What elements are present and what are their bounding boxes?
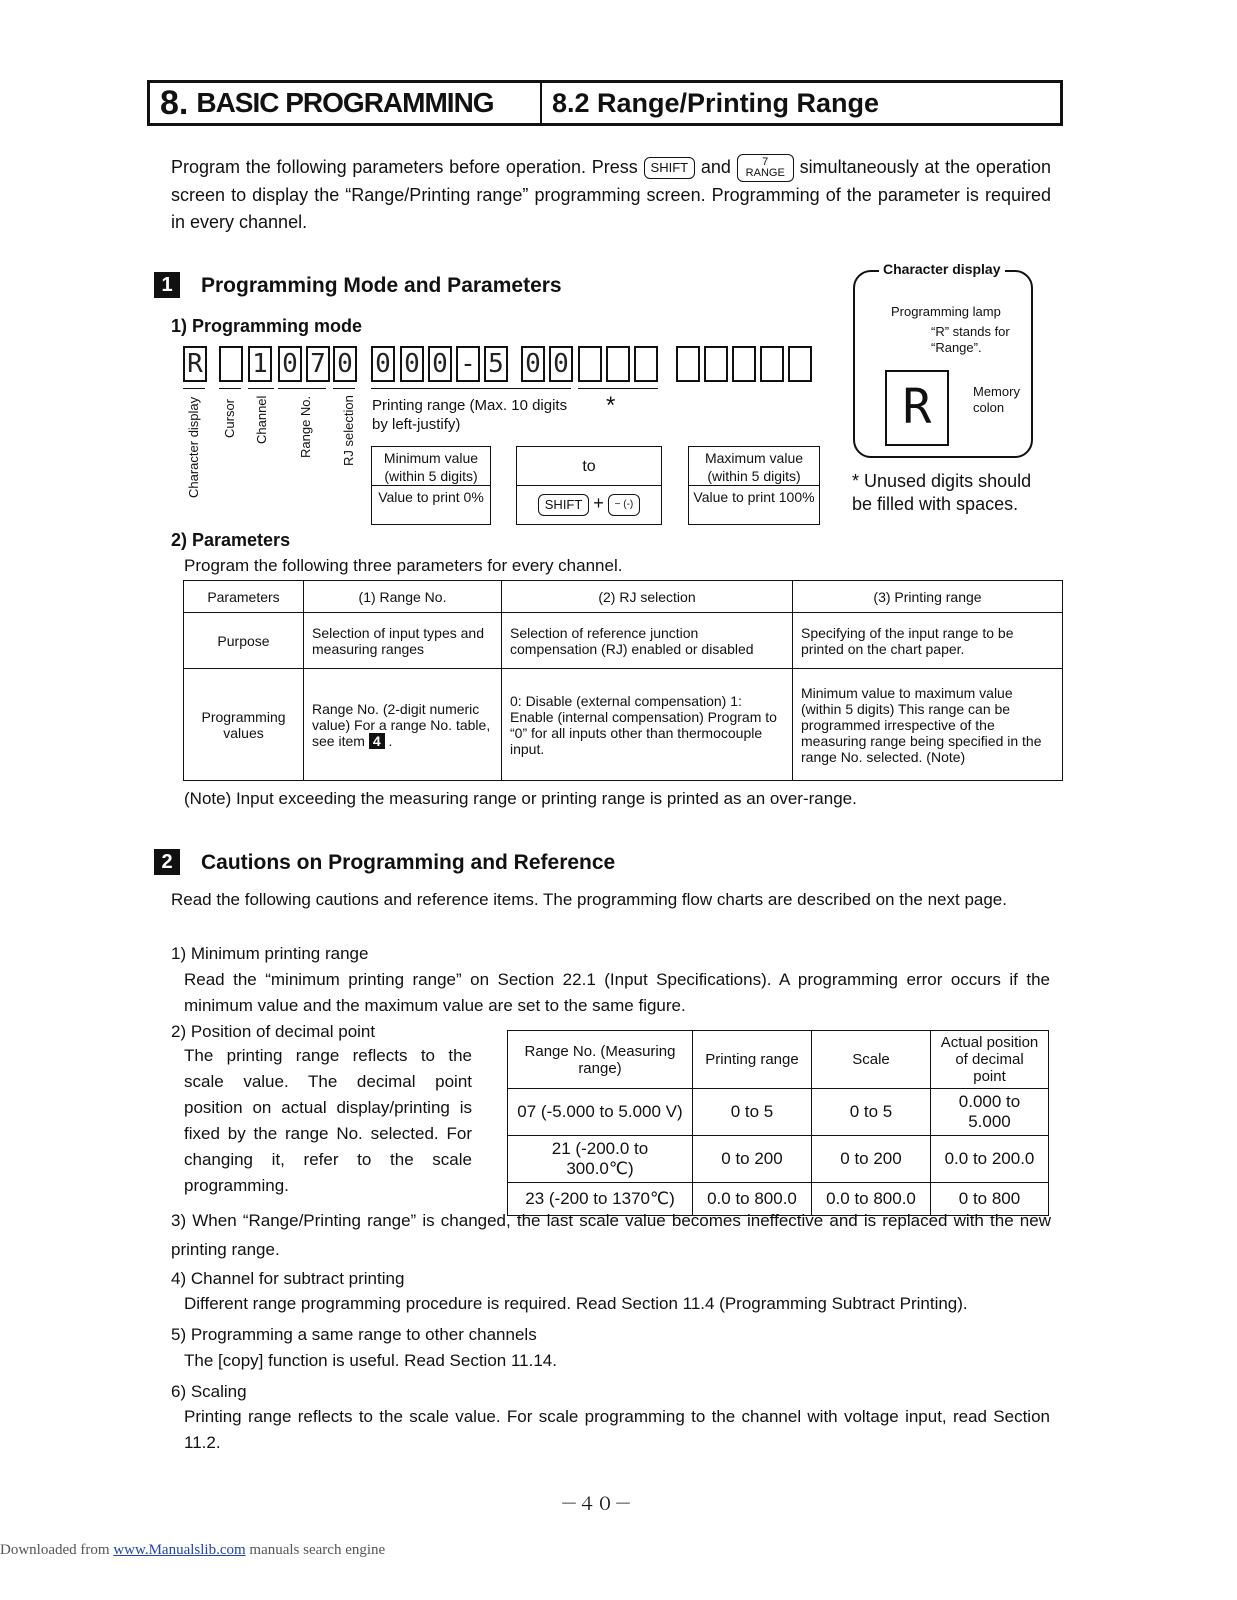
table-header: Actual position of decimal point — [931, 1031, 1049, 1089]
asterisk-mark: * — [606, 392, 616, 419]
item-4-body: Different range programming procedure is required. Read Section 11.4 (Programming Subtract Printing). — [184, 1294, 968, 1313]
label-range-no: Range No. — [298, 395, 313, 458]
table-header: (3) Printing range — [793, 581, 1063, 613]
item-2-title: 2) Position of decimal point — [171, 1022, 376, 1041]
table-header: Range No. (Measuring range) — [508, 1031, 693, 1089]
table-cell: Selection of input types and measuring ranges — [304, 613, 502, 669]
display-digit — [578, 346, 602, 382]
section-2-number: 2 — [154, 849, 180, 875]
table-cell: Purpose — [184, 613, 304, 669]
decimal-dot: . — [504, 352, 511, 377]
table-row — [508, 1089, 1049, 1136]
table-cell: 0 to 5 — [693, 1089, 812, 1136]
section-1-number: 1 — [154, 272, 180, 298]
display-digit: R — [183, 346, 207, 382]
max-print-box: Value to print 100% — [688, 485, 820, 525]
r-stands-label: “R” stands for “Range”. — [931, 324, 1010, 355]
chapter-number: 8. — [160, 83, 189, 122]
char-display-sample: R — [885, 370, 949, 446]
intro-text-2: simultaneously at the operation screen to display the “Range/Printing range” programming screen. Programming of the parameter is required in every channel. — [171, 157, 1051, 233]
underline-unused — [578, 388, 658, 389]
table-cell: 0.0 to 800.0 — [812, 1183, 931, 1216]
table-row — [508, 1136, 1049, 1183]
plus-sign: + — [593, 493, 604, 513]
display-digit: 5 — [484, 346, 508, 382]
table-cell: 07 (-5.000 to 5.000 V) — [508, 1089, 693, 1136]
char-box-title: Character display — [879, 261, 1005, 277]
range-key — [737, 154, 794, 182]
label-cursor: Cursor — [222, 398, 237, 438]
display-digit — [704, 346, 728, 382]
table-row — [508, 1031, 1049, 1089]
printing-range-label: Printing range (Max. 10 digits by left-justify) — [372, 397, 568, 433]
programming-mode-heading: 1) Programming mode — [171, 316, 363, 336]
display-digit: 0 — [371, 346, 395, 382]
table-cell: 0: Disable (external compensation) 1: Enable (internal compensation) Program to “0” for all inputs other than thermocouple input. — [502, 669, 793, 781]
item-6-body: Printing range reflects to the scale value. For scale programming to the channel with voltage input, read Section 11.2. — [184, 1407, 1050, 1452]
section-1-title: Programming Mode and Parameters — [201, 274, 562, 297]
table-cell: 0.000 to 5.000 — [931, 1089, 1049, 1136]
item-1-title: 1) Minimum printing range — [171, 944, 369, 963]
item-5-body: The [copy] function is useful. Read Section 11.14. — [184, 1351, 557, 1370]
unused-digits-note: * Unused digits should be filled with spaces. — [852, 471, 1032, 514]
intro-paragraph — [171, 154, 1051, 236]
table-cell: 21 (-200.0 to 300.0℃) — [508, 1136, 693, 1183]
range-key-number: 7 — [762, 156, 769, 169]
min-value-box: Minimum value (within 5 digits) — [371, 446, 491, 486]
item-6-title: 6) Scaling — [171, 1382, 247, 1401]
intro-and: and — [700, 157, 731, 177]
table-cell: Minimum value to maximum value (within 5 digits) This range can be programmed irrespective of the measuring range being specified in the range No. selected. (Note) — [793, 669, 1063, 781]
chapter-title — [150, 83, 542, 123]
display-digit — [732, 346, 756, 382]
intro-text-1: Program the following parameters before operation. Press — [171, 157, 638, 177]
chapter-name: BASIC PROGRAMMING — [196, 87, 494, 118]
table-header: (2) RJ selection — [502, 581, 793, 613]
table-header: Parameters — [184, 581, 304, 613]
item-5-title: 5) Programming a same range to other channels — [171, 1325, 537, 1344]
page-number: －４０－ — [560, 1494, 632, 1515]
character-display-box — [853, 261, 1033, 458]
table-cell: 0 to 5 — [812, 1089, 931, 1136]
section-2-intro: Read the following cautions and reference items. The programming flow charts are described on the next page. — [171, 890, 1007, 909]
underline-range — [278, 388, 326, 389]
range-key-label: RANGE — [745, 167, 785, 180]
table-cell: 0 to 200 — [812, 1136, 931, 1183]
table-header: Scale — [812, 1031, 931, 1089]
table-cell: Specifying of the input range to be printed on the chart paper. — [793, 613, 1063, 669]
item-ref-badge: 4 — [369, 733, 385, 749]
table-cell: 0.0 to 800.0 — [693, 1183, 812, 1216]
page-header — [147, 80, 1063, 126]
footer-tail: manuals search engine — [249, 1542, 386, 1558]
display-digit — [634, 346, 658, 382]
min-print-box: Value to print 0% — [371, 485, 491, 525]
programming-lamp-label: Programming lamp — [891, 304, 1001, 319]
download-footer — [0, 1542, 385, 1559]
key-combo-box — [516, 485, 662, 525]
parameters-table — [183, 580, 1063, 781]
display-digit — [788, 346, 812, 382]
item-4-title: 4) Channel for subtract printing — [171, 1269, 405, 1288]
decimal-point-table — [507, 1030, 1049, 1216]
label-channel: Channel — [254, 395, 269, 444]
label-rj-selection: RJ selection — [341, 395, 356, 466]
section-title: 8.2 Range/Printing Range — [552, 87, 880, 118]
display-digit — [219, 346, 243, 382]
underline-cursor — [219, 388, 241, 389]
shift-key-2: SHIFT — [538, 494, 590, 516]
display-digit: 0 — [549, 346, 573, 382]
table-row — [184, 581, 1063, 613]
table-cell: Programming values — [184, 669, 304, 781]
display-digit: 7 — [306, 346, 330, 382]
item-1-body: Read the “minimum printing range” on Section 22.1 (Input Specifications). A programming error occurs if the minimum value and the maximum value are set to the same figure. — [184, 970, 1050, 1015]
max-value-box: Maximum value (within 5 digits) — [688, 446, 820, 486]
table-row — [184, 669, 1063, 781]
label-character-display: Character display — [186, 396, 201, 498]
underline-char — [183, 388, 205, 389]
memory-colon-label: Memory colon — [973, 384, 1020, 415]
item-2-body: The printing range reflects to the scale value. The decimal point position on actual display/printing is fixed by the range No. selected. For changing it, refer to the scale programming. — [184, 1046, 472, 1195]
display-digit: 1 — [248, 346, 272, 382]
table-cell: Selection of reference junction compensation (RJ) enabled or disabled — [502, 613, 793, 669]
display-digit: 0 — [428, 346, 452, 382]
section-2-title: Cautions on Programming and Reference — [201, 851, 616, 874]
display-digit — [760, 346, 784, 382]
over-range-note: (Note) Input exceeding the measuring range or printing range is printed as an over-range. — [184, 789, 857, 808]
underline-printing — [371, 388, 571, 389]
parameters-heading: 2) Parameters — [171, 530, 291, 550]
table-cell: 23 (-200 to 1370℃) — [508, 1183, 693, 1216]
display-digit — [676, 346, 700, 382]
table-row — [184, 613, 1063, 669]
display-digit — [606, 346, 630, 382]
table-cell: 0 to 800 — [931, 1183, 1049, 1216]
display-digit: 0 — [400, 346, 424, 382]
underline-rj — [333, 388, 355, 389]
to-box: to — [516, 446, 662, 486]
table-cell: 0.0 to 200.0 — [931, 1136, 1049, 1183]
underline-channel — [248, 388, 274, 389]
display-digit: 0 — [333, 346, 357, 382]
item-3: 3) When “Range/Printing range” is changed, the last scale value becomes ineffective and is replaced with the new printing range. — [171, 1211, 1051, 1259]
table-cell: Range No. (2-digit numeric value) For a range No. table, see item 4 . — [304, 669, 502, 781]
table-header: (1) Range No. — [304, 581, 502, 613]
manualslib-link[interactable]: www.Manualslib.com — [113, 1542, 246, 1558]
display-digit: 0 — [521, 346, 545, 382]
display-digit: - — [456, 346, 480, 382]
footer-prefix: Downloaded from — [0, 1542, 110, 1558]
parameters-intro: Program the following three parameters for every channel. — [184, 556, 623, 575]
range-no-values: Range No. (2-digit numeric value) For a range No. table, see item — [312, 700, 491, 749]
table-header: Printing range — [693, 1031, 812, 1089]
display-digit: 0 — [278, 346, 302, 382]
table-cell: 0 to 200 — [693, 1136, 812, 1183]
shift-key: SHIFT — [644, 157, 696, 179]
minus-key: − (-) — [608, 494, 641, 516]
